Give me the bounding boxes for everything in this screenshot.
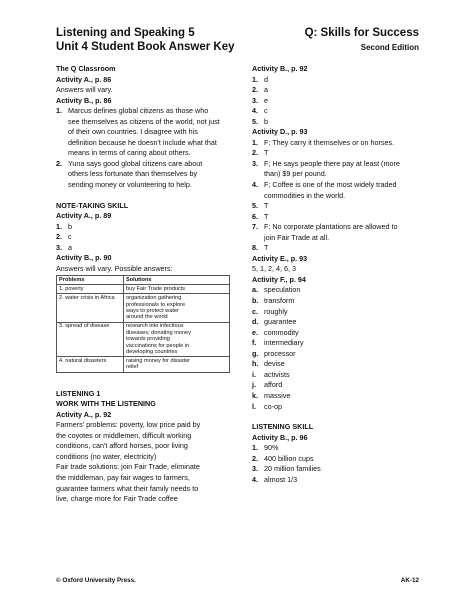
list-item	[252, 138, 422, 149]
header-brand: Q: Skills for Success	[304, 27, 419, 39]
list-item	[252, 370, 422, 381]
item-line: F; He says people there pay at least (more	[264, 158, 400, 168]
activity-heading: Activity B., p. 92	[252, 64, 308, 73]
table-row	[57, 322, 230, 357]
item-number: 2.	[252, 148, 258, 158]
item-line: F; No corporate plantations are allowed to	[264, 222, 398, 232]
answer-line: conditions (no water, electricity)	[56, 451, 157, 461]
list-item	[252, 243, 422, 254]
list-item	[252, 349, 422, 360]
item-number: 4.	[252, 474, 258, 484]
activity-heading: Activity B., p. 90	[56, 253, 112, 263]
item-text: guarantee	[264, 317, 297, 327]
item-text: b	[264, 116, 268, 126]
item-letter: b.	[252, 296, 259, 306]
table-cell-problem	[57, 322, 124, 357]
item-text: co-op	[264, 401, 282, 411]
section-heading-note-taking: NOTE-TAKING SKILL	[56, 200, 129, 210]
answer-line: the middleman, pay fair wages to farmers,	[56, 473, 190, 483]
table-cell-problem	[57, 357, 124, 372]
item-line: join Fair Trade at all.	[264, 232, 330, 242]
activity-heading: Activity A., p. 86	[56, 74, 112, 84]
header-title-line1: Listening and Speaking 5	[56, 27, 195, 39]
item-number: 2.	[252, 453, 258, 463]
item-text: roughly	[264, 306, 288, 316]
item-letter: d.	[252, 317, 259, 327]
item-letter: j.	[252, 380, 256, 390]
item-line: T	[264, 201, 269, 211]
item-text: intermediary	[264, 338, 304, 348]
item-text: 20 million families	[264, 464, 321, 474]
list-item	[252, 391, 422, 402]
cell-line: developing countries	[126, 349, 178, 356]
item-text: a	[68, 242, 72, 252]
table-cell-solution	[124, 294, 230, 322]
item-letter: e.	[252, 327, 258, 337]
item-number: 6.	[252, 211, 258, 221]
cell-line: 1. poverty	[59, 286, 84, 293]
item-number: 1.	[252, 137, 258, 147]
problems-solutions-table	[56, 275, 230, 372]
list-item	[56, 106, 242, 159]
item-text: c	[264, 106, 268, 116]
item-text: c	[68, 232, 72, 242]
list-item	[252, 75, 422, 86]
item-line: Yuna says good global citizens care about	[68, 158, 203, 168]
cell-line: raising money for disaster	[126, 358, 191, 365]
answer-text: Answers will vary.	[56, 85, 113, 95]
item-text: a	[264, 85, 268, 95]
list-item	[252, 475, 422, 486]
item-number: 8.	[252, 243, 258, 253]
list-item	[252, 359, 422, 370]
header-title-line2: Unit 4 Student Book Answer Key	[56, 40, 235, 53]
table-row	[57, 285, 230, 294]
item-number: 3.	[252, 464, 258, 474]
item-text	[264, 243, 422, 254]
answer-line: the coyotes or middlemen, difficult working	[56, 430, 192, 440]
item-text: e	[264, 95, 268, 105]
item-text: 90%	[264, 443, 279, 453]
item-text	[264, 201, 422, 212]
item-line: than) $9 per pound.	[264, 169, 327, 179]
item-line: sending money or volunteering to help.	[68, 180, 192, 190]
item-letter: c.	[252, 306, 258, 316]
cell-line: ways to protect water	[126, 308, 179, 314]
item-number: 3.	[252, 95, 258, 105]
item-line: Marcus defines global citizens as those who	[68, 106, 209, 116]
item-letter: k.	[252, 390, 258, 400]
item-number: 1.	[56, 106, 62, 116]
item-line: T	[264, 148, 269, 158]
item-line: T	[264, 243, 269, 253]
list-item	[252, 296, 422, 307]
cell-line: relief	[126, 364, 139, 371]
item-text	[264, 138, 422, 149]
list-item	[252, 212, 422, 223]
list-item	[252, 402, 422, 413]
item-text: massive	[264, 390, 291, 400]
cell-line: diseases; donating money	[126, 329, 191, 336]
item-number: 2.	[56, 158, 62, 168]
item-line: means in terms of caring about others.	[68, 148, 191, 158]
column-header: Problems	[57, 276, 124, 285]
right-column	[252, 64, 422, 485]
list-item	[56, 222, 242, 233]
item-letter: g.	[252, 348, 259, 358]
item-text: almost 1/3	[264, 474, 298, 484]
list-item	[252, 443, 422, 454]
section-heading-q-classroom: The Q Classroom	[56, 64, 116, 73]
page-header-title	[56, 27, 235, 54]
item-line: see themselves as citizens of the world, not just	[68, 116, 220, 126]
item-letter: a.	[252, 285, 258, 295]
cell-line: vaccinations for people in	[126, 342, 190, 349]
answer-line: Fair trade solutions: join Fair Trade, eliminate	[56, 462, 200, 472]
item-line: definition because he doesn't include what that	[68, 137, 217, 147]
item-number: 4.	[252, 106, 258, 116]
item-letter: h.	[252, 359, 259, 369]
cell-line: professionals to explore	[126, 301, 186, 308]
answer-line: Farmers' problems: poverty, low price paid by	[56, 420, 201, 430]
cell-line: buy Fair Trade products	[126, 286, 186, 293]
item-letter: f.	[252, 338, 257, 348]
list-item	[252, 317, 422, 328]
answer-text: Answers will vary. Possible answers:	[56, 263, 173, 273]
item-number: 5.	[252, 201, 258, 211]
cell-line: 4. natural disasters	[59, 358, 107, 365]
activity-heading: Activity F., p. 94	[252, 274, 306, 284]
table-cell-solution	[124, 322, 230, 357]
table-cell-problem	[57, 285, 124, 294]
cell-line: 2. water crisis in Africa	[59, 295, 115, 302]
item-text: d	[264, 74, 268, 84]
table-cell-solution	[124, 357, 230, 372]
list-item	[252, 307, 422, 318]
item-text	[68, 159, 242, 191]
list-item	[252, 338, 422, 349]
item-number: 2.	[56, 232, 62, 242]
cell-line: organization gathering	[126, 295, 182, 302]
page-header-brand	[305, 27, 419, 54]
item-line: of their own countries. I disagree with his	[68, 127, 198, 137]
item-number: 5.	[252, 116, 258, 126]
list-item	[252, 454, 422, 465]
item-text: afford	[264, 380, 283, 390]
item-text: commodity	[264, 327, 299, 337]
item-text: devise	[264, 359, 285, 369]
activity-heading: Activity A., p. 92	[56, 409, 112, 419]
item-letter: l.	[252, 401, 256, 411]
column-header: Solutions	[124, 276, 230, 285]
list-item	[252, 159, 422, 180]
list-item	[252, 464, 422, 475]
list-item	[56, 159, 242, 191]
item-number: 1.	[252, 443, 258, 453]
item-text	[264, 159, 422, 180]
activity-heading: Activity B., p. 86	[56, 95, 112, 105]
cell-line: towards providing	[126, 336, 170, 343]
item-line: T	[264, 211, 269, 221]
list-item	[252, 148, 422, 159]
activity-heading: Activity D., p. 93	[252, 127, 308, 137]
activity-heading: Activity B., p. 96	[252, 432, 308, 442]
list-item	[252, 117, 422, 128]
answer-line: live, charge more for Fair Trade coffee	[56, 494, 178, 504]
table-cell-problem	[57, 294, 124, 322]
table-row	[57, 357, 230, 372]
list-item	[252, 285, 422, 296]
item-number: 4.	[252, 180, 258, 190]
item-number: 1.	[56, 221, 62, 231]
table-cell-solution	[124, 285, 230, 294]
table-header-row	[57, 276, 230, 285]
list-item	[252, 380, 422, 391]
answer-line: guarantee farmers what their family needs to	[56, 483, 199, 493]
item-number: 1.	[252, 74, 258, 84]
list-item	[56, 243, 242, 254]
page-number: AK-12	[400, 577, 419, 584]
cell-line: 3. spread of disease	[59, 323, 110, 330]
item-text: activists	[264, 369, 290, 379]
item-line: F; Coffee is one of the most widely traded	[264, 180, 397, 190]
list-item	[252, 85, 422, 96]
item-number: 3.	[252, 158, 258, 168]
item-line: commodities in the world.	[264, 190, 346, 200]
answer-text: 5, 1, 2, 4, 6, 3	[252, 264, 296, 274]
list-item	[252, 106, 422, 117]
item-text	[264, 180, 422, 201]
list-item	[252, 222, 422, 243]
item-text	[264, 148, 422, 159]
list-item	[252, 180, 422, 201]
item-number: 3.	[56, 242, 62, 252]
list-item	[252, 328, 422, 339]
table-row	[57, 294, 230, 322]
item-line: F; They carry it themselves or on horses.	[264, 137, 395, 147]
section-heading-listening-1: LISTENING 1	[56, 388, 101, 398]
activity-heading: Activity E., p. 93	[252, 253, 308, 263]
list-item	[56, 232, 242, 243]
item-text: transform	[264, 296, 295, 306]
section-heading-listening-skill: LISTENING SKILL	[252, 422, 314, 432]
activity-heading: Activity A., p. 89	[56, 211, 112, 221]
left-column	[56, 64, 242, 505]
item-text: speculation	[264, 285, 301, 295]
answer-line: conditions, can't afford horses, poor living	[56, 441, 188, 451]
item-text	[264, 222, 422, 243]
item-letter: i.	[252, 369, 256, 379]
item-number: 7.	[252, 222, 258, 232]
item-text	[264, 212, 422, 223]
header-edition: Second Edition	[360, 42, 419, 52]
item-text: processor	[264, 348, 296, 358]
list-item	[252, 201, 422, 212]
list-item	[252, 96, 422, 107]
subsection-heading: WORK WITH THE LISTENING	[56, 399, 156, 409]
cell-line: around the world	[126, 314, 168, 321]
item-text: b	[68, 221, 72, 231]
item-number: 2.	[252, 85, 258, 95]
item-line: others less fortunate than themselves by	[68, 169, 198, 179]
copyright-footer: © Oxford University Press.	[56, 577, 136, 584]
item-text: 400 billion cups	[264, 453, 314, 463]
item-text	[68, 106, 242, 159]
cell-line: research into infectious	[126, 323, 184, 330]
